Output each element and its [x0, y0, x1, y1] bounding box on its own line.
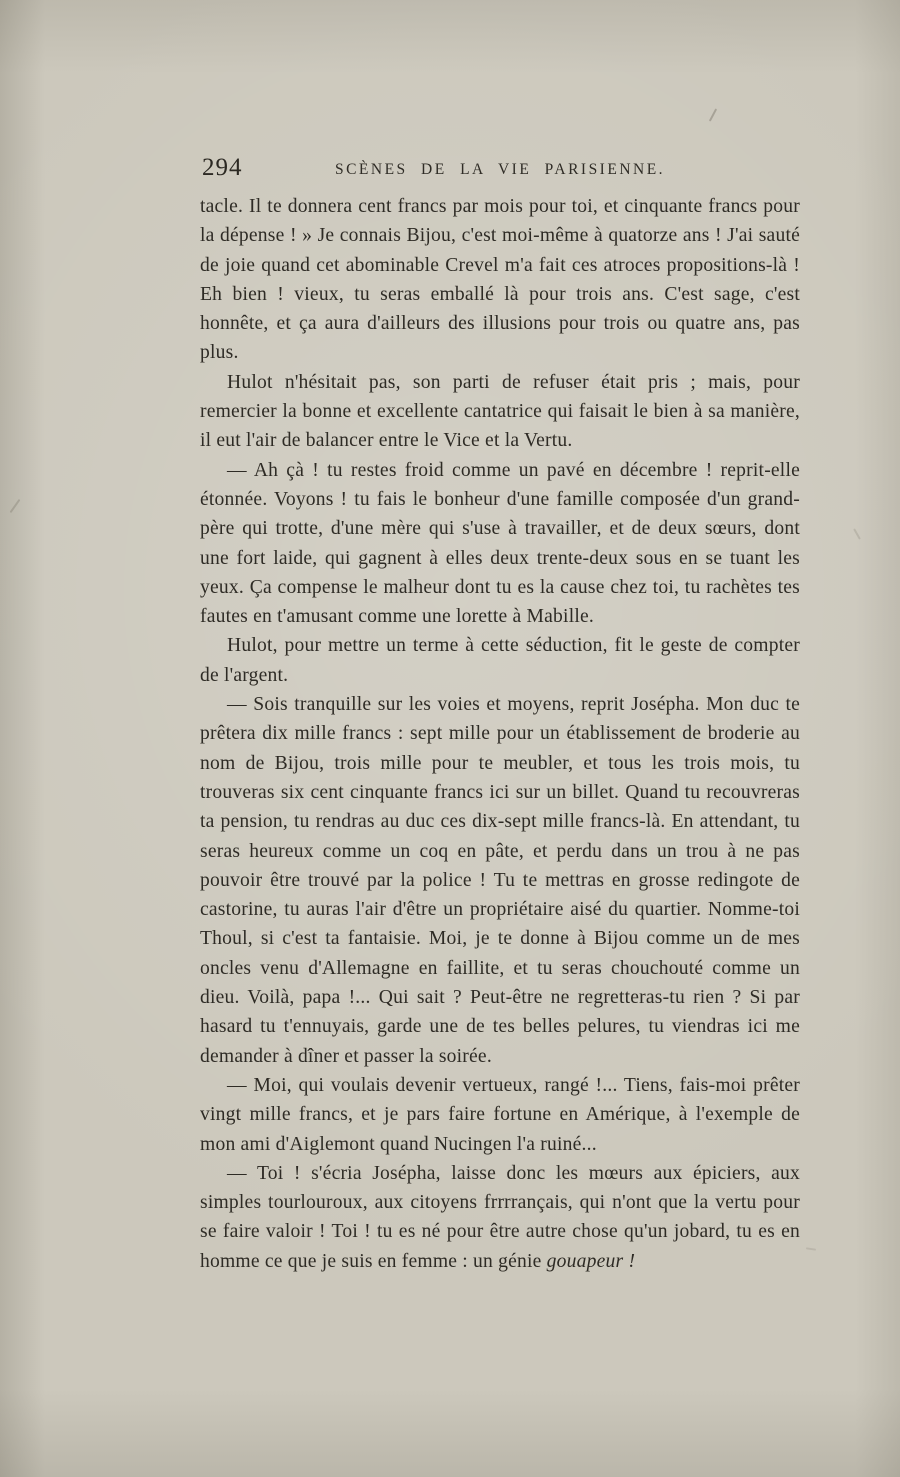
page-header [200, 154, 800, 188]
paragraph-text: — Toi ! s'écria Josépha, laisse donc les mœurs aux épiciers, aux simples tourlouroux, aux citoyens frrrrançais, qui n'ont que la vertu pour se faire valoir ! Toi ! tu es né pour être autre chose qu'un jobard, tu es en homme ce que je suis en femme : un génie [200, 1162, 800, 1272]
paragraph: — Moi, qui voulais devenir vertueux, rangé !... Tiens, fais-moi prêter vingt mille francs, et je pars faire fortune en Amérique, à l'exemple de mon ami d'Aiglemont quand Nucingen l'a ruiné... [200, 1074, 800, 1155]
scan-artifact-mark [853, 528, 861, 539]
scan-artifact-mark [709, 108, 717, 121]
running-title: SCÈNES DE LA VIE PARISIENNE. [334, 161, 666, 178]
paragraph: Hulot n'hésitait pas, son parti de refuser était pris ; mais, pour remercier la bonne et excellente cantatrice qui faisait le bien à sa manière, il eut l'air de balancer entre le Vice et la Vertu. [200, 371, 800, 452]
paragraph: — Sois tranquille sur les voies et moyens, reprit Josépha. Mon duc te prêtera dix mille francs : sept mille pour un établissement de broderie au nom de Bijou, trois mille pour te meubler, et tous les trois mois, tu trouveras six cent cinquante francs ici sur un billet. Quand tu recouvreras ta pension, tu rendras au duc ces dix-sept mille francs-là. En attendant, tu seras heureux comme un coq en pâte, et perdu dans un trou à ne pas pouvoir être trouvé par la police ! Tu te mettras en grosse redingote de castorine, tu auras l'air d'être un propriétaire aisé du quartier. Nomme-toi Thoul, si c'est ta fantaisie. Moi, je te donne à Bijou comme un de mes oncles venu d'Allemagne en faillite, et tu seras chouchouté comme un dieu. Voilà, papa !... Qui sait ? Peut-être ne regretteras-tu rien ? Si par hasard tu t'ennuyais, garde une de tes belles pelures, tu viendras ici me demander à dîner et passer la soirée. [200, 694, 800, 1067]
paragraph [200, 1159, 800, 1276]
paragraph: Hulot, pour mettre un terme à cette séduction, fit le geste de compter de l'argent. [200, 635, 800, 686]
scan-artifact-mark [10, 499, 21, 513]
paragraph-italic-text: gouapeur ! [546, 1250, 636, 1272]
paragraph: tacle. Il te donnera cent francs par mois pour toi, et cinquante francs pour la dépense ! » Je connais Bijou, c'est moi-même à quatorze ans ! J'ai sauté de joie quand cet abominable Crevel m'a fait ces atroces propositions-là ! Eh bien ! vieux, tu seras emballé là pour trois ans. C'est sage, c'est honnête, et ça aura d'ailleurs des illusions pour trois ou quatre ans, pas plus. [200, 196, 800, 364]
scan-artifact-mark [806, 1247, 816, 1250]
page-number: 294 [202, 154, 243, 181]
paragraph: — Ah çà ! tu restes froid comme un pavé en décembre ! reprit-elle étonnée. Voyons ! tu fais le bonheur d'une famille composée d'un grand-père qui trotte, d'une mère qui s'use à travailler, et de deux sœurs, dont une fort laide, qui gagnent à elles deux trente-deux sous en se tuant les yeux. Ça compense le malheur dont tu es la cause chez toi, tu rachètes tes fautes en t'amusant comme une lorette à Mabille. [200, 459, 800, 628]
page-body [200, 192, 800, 1276]
